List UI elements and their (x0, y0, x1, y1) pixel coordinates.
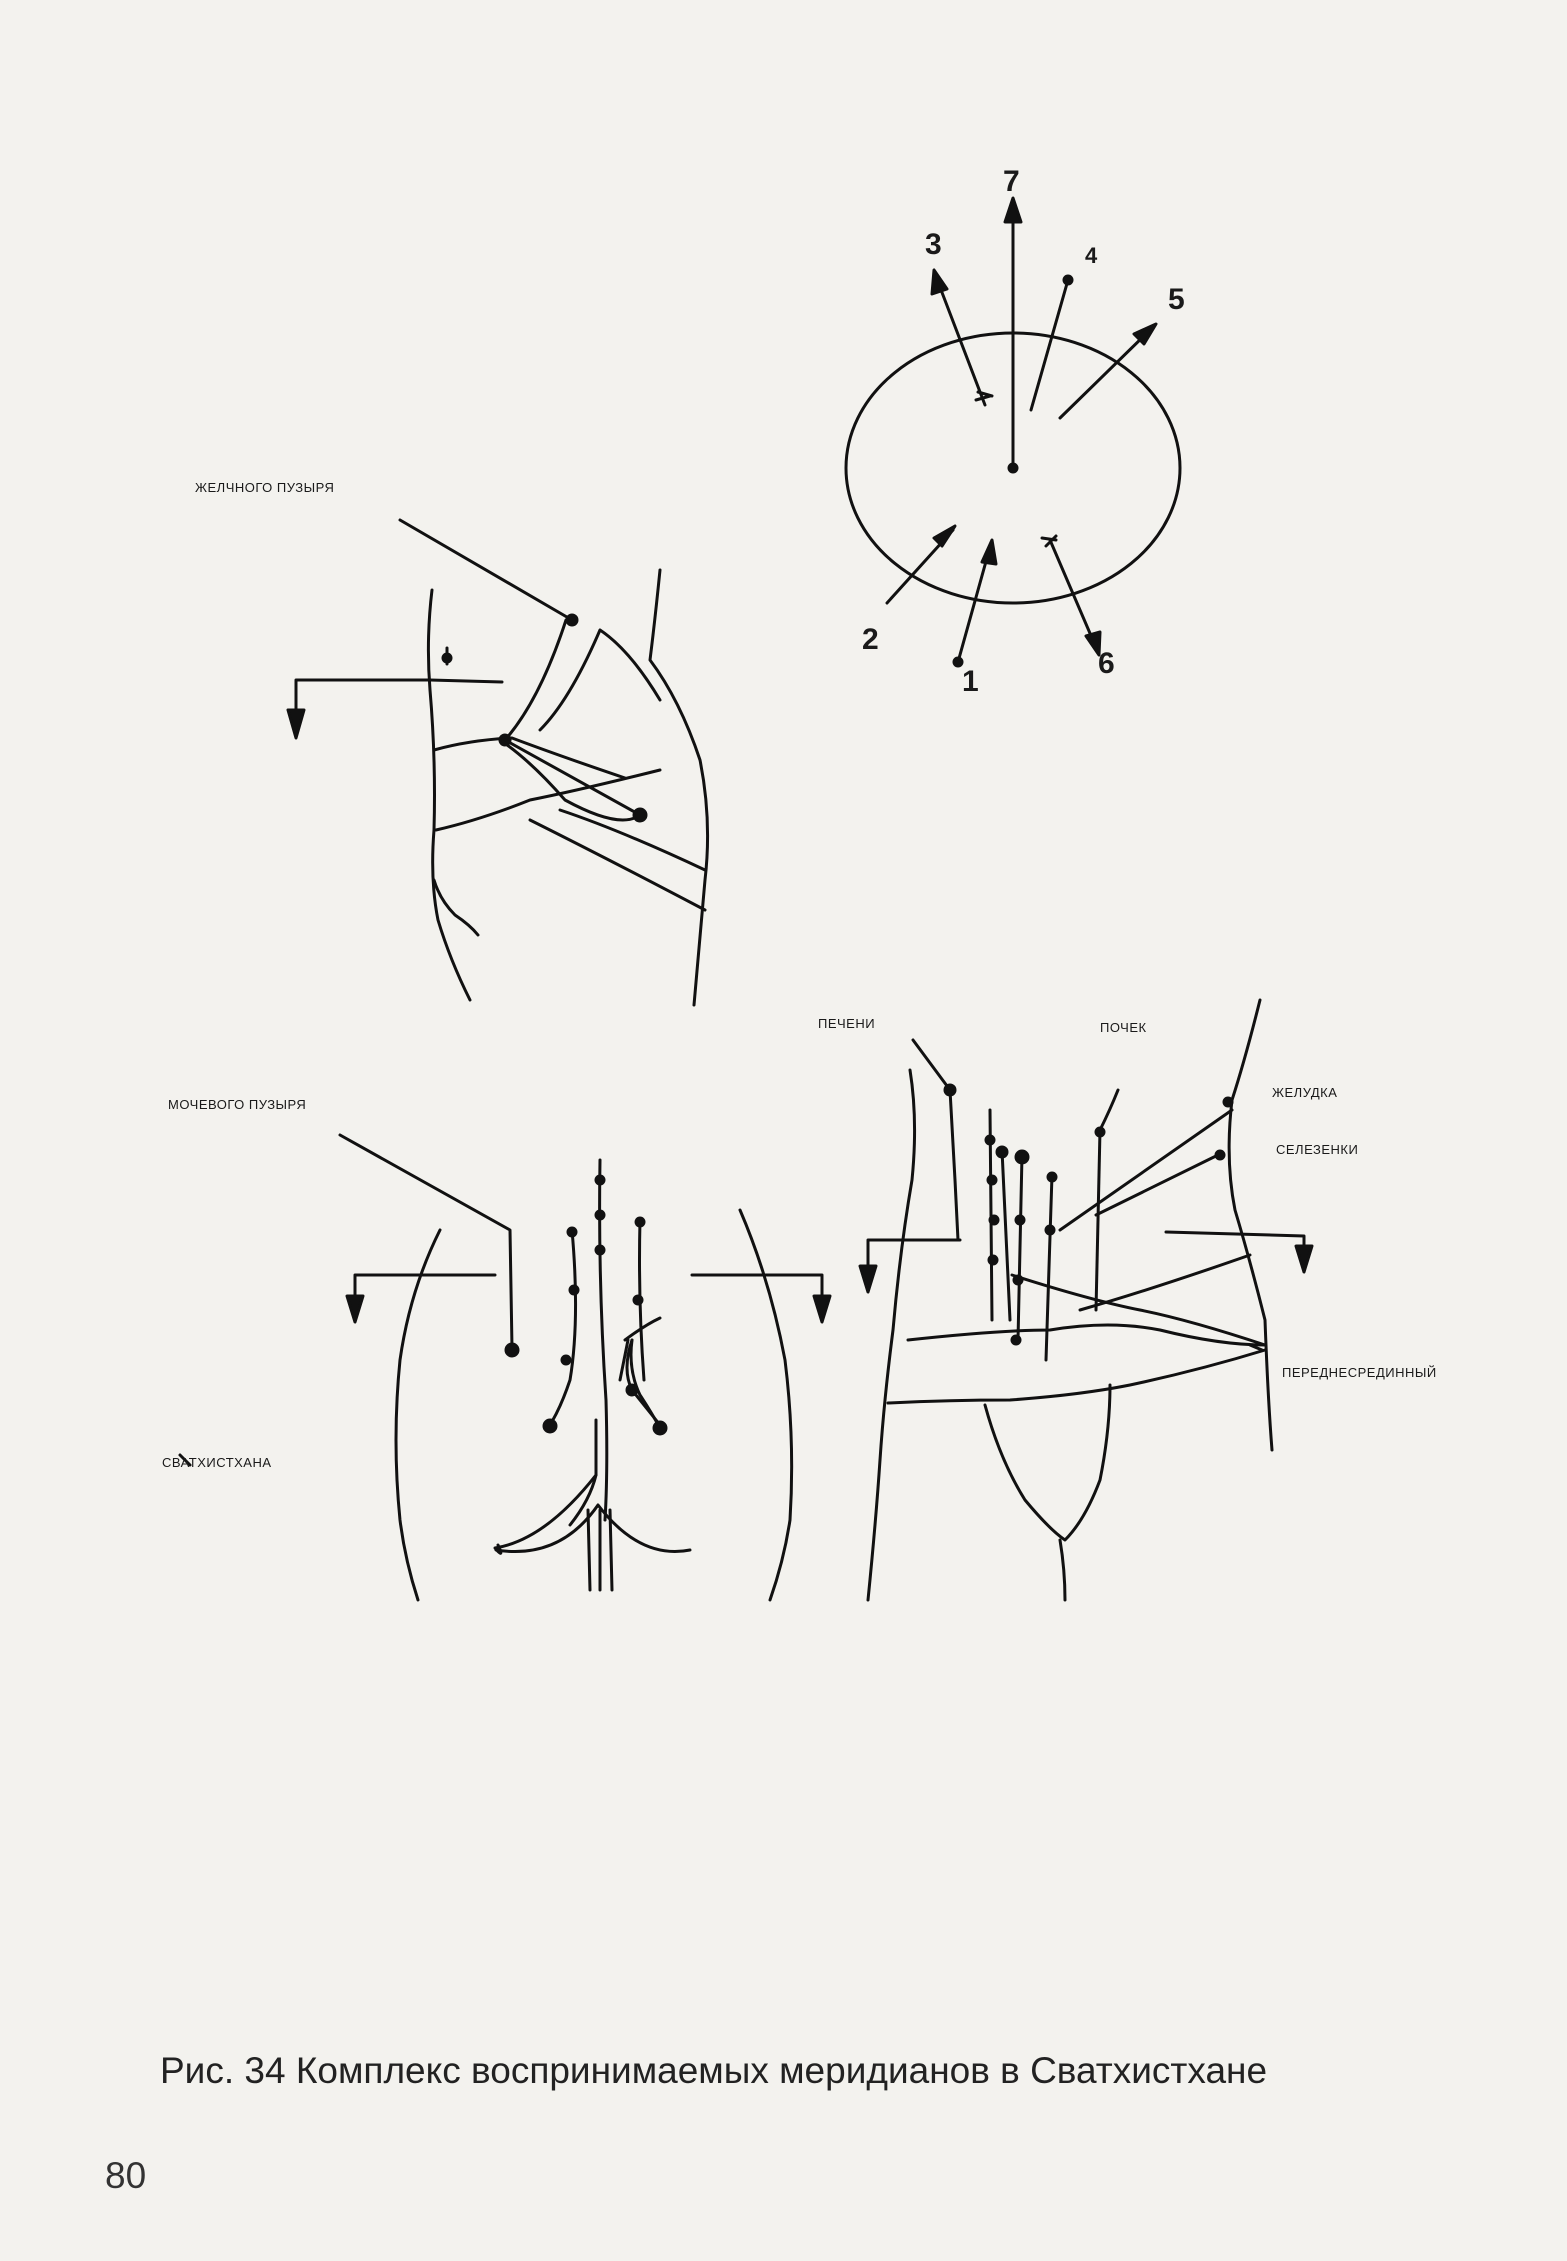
figure-caption: Рис. 34 Комплекс воспринимаемых меридианов в Сватхистхане (160, 2050, 1268, 2091)
label-liver: ПЕЧЕНИ (818, 1016, 876, 1031)
arrow-1 (958, 547, 990, 662)
label-gallbladder: ЖЕЛЧНОГО ПУЗЫРЯ (195, 480, 335, 495)
chakra-number-7: 7 (1003, 165, 1020, 198)
page-number: 80 (105, 2155, 147, 2196)
chakra-number-3: 3 (925, 228, 942, 261)
label-bladder: МОЧЕВОГО ПУЗЫРЯ (168, 1097, 307, 1112)
label-anterior-median: ПЕРЕДНЕСРЕДИННЫЙ (1282, 1365, 1437, 1380)
back-view-figure (180, 1135, 830, 1600)
chakra-number-4: 4 (1085, 243, 1098, 268)
arrow-6 (1050, 540, 1095, 645)
arrow-4 (1031, 280, 1068, 410)
front-view-figure (860, 1000, 1312, 1600)
label-stomach: ЖЕЛУДКА (1272, 1085, 1338, 1100)
chakra-number-1: 1 (962, 665, 979, 698)
chakra-diagram (846, 198, 1180, 666)
chakra-number-6: 6 (1098, 647, 1115, 680)
chakra-number-5: 5 (1168, 283, 1185, 316)
chakra-number-2: 2 (862, 623, 879, 656)
side-view-figure (288, 520, 708, 1005)
label-kidneys: ПОЧЕК (1100, 1020, 1147, 1035)
label-svadhisthana: СВАТХИСТХАНА (162, 1455, 272, 1470)
label-spleen: СЕЛЕЗЕНКИ (1276, 1142, 1359, 1157)
